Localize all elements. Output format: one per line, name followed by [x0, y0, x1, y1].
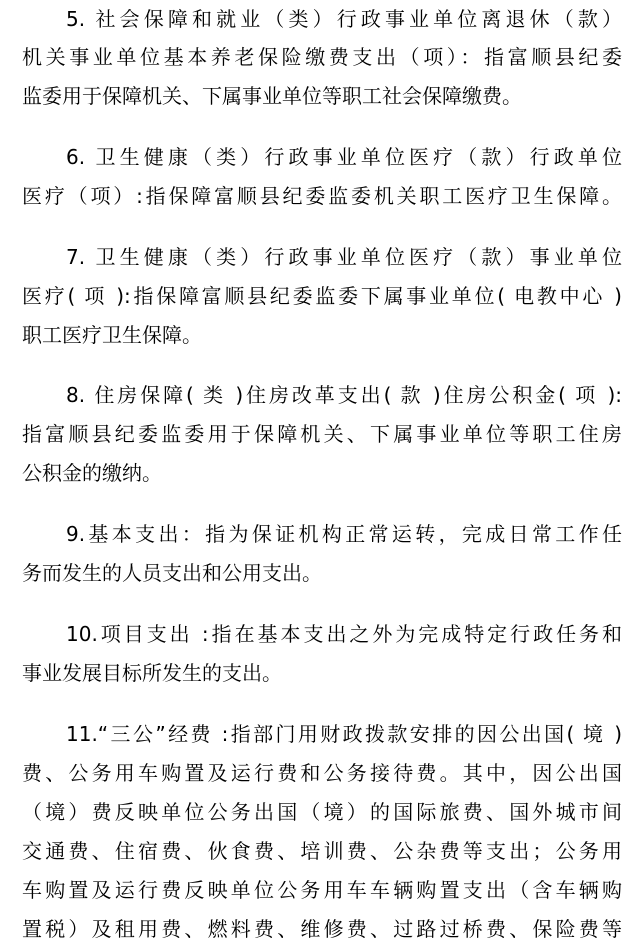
paragraph-5-line-2: 机关事业单位基本养老保险缴费支出（项）：指富顺县纪委 — [22, 45, 622, 69]
paragraph-5-line-3: 监委用于保障机关、下属事业单位等职工社会保障缴费。 — [22, 84, 522, 108]
paragraph-11-line-6: 置税）及租用费、燃料费、维修费、过路过桥费、保险费等 — [22, 917, 622, 941]
paragraph-8-line-1: 8. 住房保障( 类 )住房改革支出( 款 )住房公积金( 项 ): — [66, 383, 622, 407]
paragraph-10-line-1: 10.项目支出 :指在基本支出之外为完成特定行政任务和 — [66, 622, 622, 646]
paragraph-7-line-1: 7. 卫生健康（类）行政事业单位医疗（款）事业单位 — [66, 245, 622, 269]
paragraph-7-line-2: 医疗( 项 ):指保障富顺县纪委监委下属事业单位( 电教中心 ) — [22, 284, 622, 308]
paragraph-6-line-2: 医疗（项）:指保障富顺县纪委监委机关职工医疗卫生保障。 — [22, 184, 622, 208]
paragraph-8-line-3: 公积金的缴纳。 — [22, 461, 162, 485]
paragraph-10-line-2: 事业发展目标所发生的支出。 — [22, 661, 282, 685]
paragraph-6-line-1: 6. 卫生健康（类）行政事业单位医疗（款）行政单位 — [66, 145, 622, 169]
paragraph-5-line-1: 5. 社会保障和就业（类）行政事业单位离退休（款） — [66, 7, 622, 31]
paragraph-11-line-5: 车购置及运行费反映单位公务用车车辆购置支出（含车辆购 — [22, 878, 622, 902]
paragraph-11-line-4: 交通费、住宿费、伙食费、培训费、公杂费等支出；公务用 — [22, 839, 622, 863]
paragraph-7-line-3: 职工医疗卫生保障。 — [22, 323, 202, 347]
paragraph-11-line-3: （境）费反映单位公务出国（境）的国际旅费、国外城市间 — [22, 800, 622, 824]
paragraph-9-line-2: 务而发生的人员支出和公用支出。 — [22, 561, 322, 585]
paragraph-9-line-1: 9.基本支出：指为保证机构正常运转，完成日常工作任 — [66, 522, 622, 546]
paragraph-11-line-1: 11.“三公”经费 :指部门用财政拨款安排的因公出国( 境 ) — [66, 722, 622, 746]
paragraph-11-line-2: 费、公务用车购置及运行费和公务接待费。其中，因公出国 — [22, 761, 622, 785]
paragraph-8-line-2: 指富顺县纪委监委用于保障机关、下属事业单位等职工住房 — [22, 422, 622, 446]
